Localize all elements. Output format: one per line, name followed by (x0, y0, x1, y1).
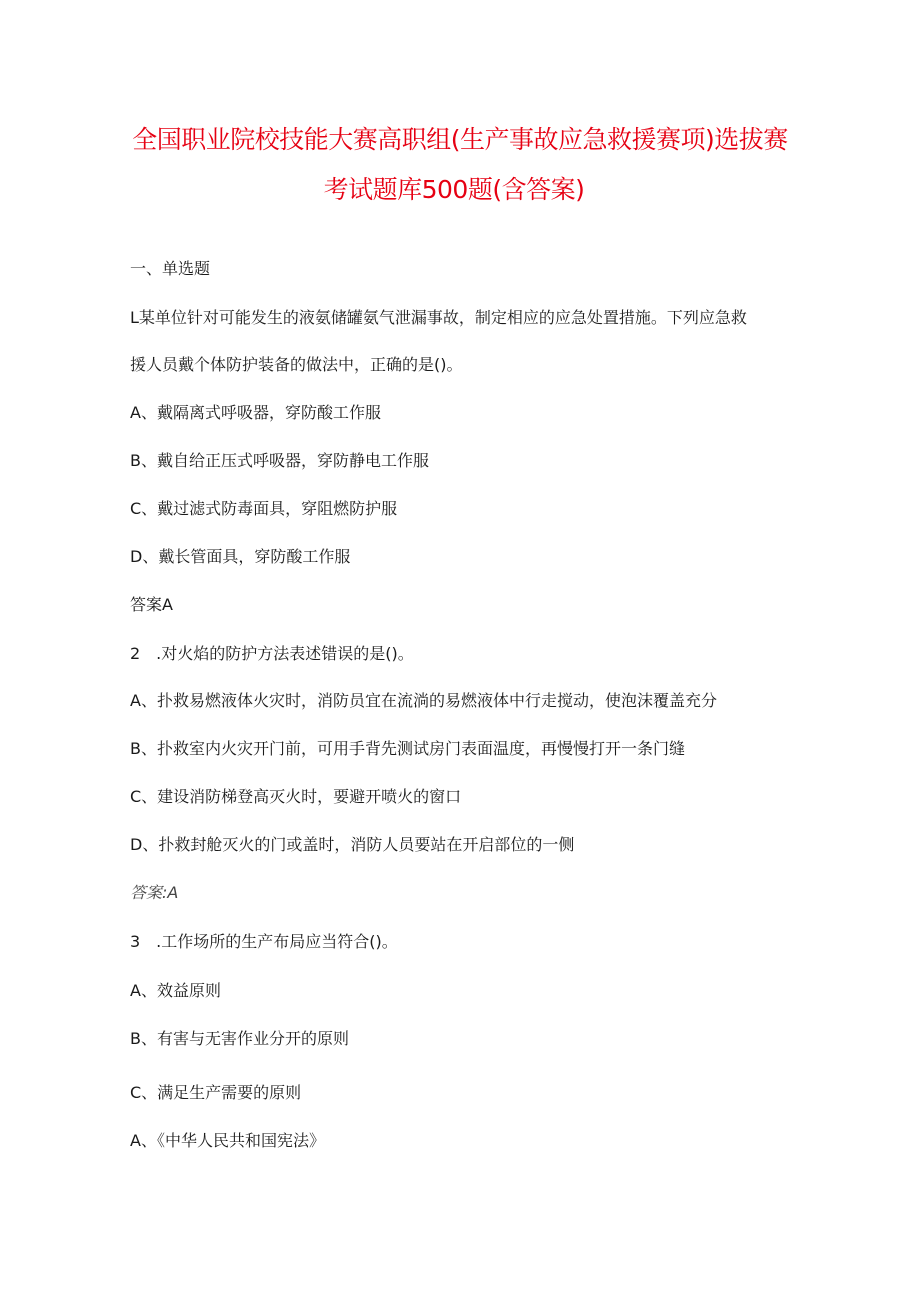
question-4-option-a: A、《中华人民共和国宪法》 (130, 1131, 325, 1150)
question-3-text: 3 .工作场所的生产布局应当符合()。 (130, 932, 398, 951)
question-2-option-d: D、扑救封舱灭火的门或盖时，消防人员要站在开启部位的一侧 (130, 835, 575, 854)
question-2-option-b: B、扑救室内火灾开门前，可用手背先测试房门表面温度，再慢慢打开一条门缝 (130, 739, 685, 758)
question-1-text-line-2: 援人员戴个体防护装备的做法中，正确的是()。 (130, 355, 463, 374)
document-title-line-1: 全国职业院校技能大赛高职组(生产事故应急救援赛项)选拔赛 (132, 125, 788, 154)
question-1-text-line-1: L某单位针对可能发生的液氨储罐氨气泄漏事故，制定相应的应急处置措施。下列应急救 (130, 308, 747, 327)
question-2-option-c: C、建设消防梯登高灭火时，要避开喷火的窗口 (130, 787, 462, 806)
question-2-option-a: A、扑救易燃液体火灾时，消防员宜在流淌的易燃液体中行走搅动，使泡沫覆盖充分 (130, 691, 717, 710)
document-title-line-2: 考试题库500题(含答案) (323, 175, 585, 204)
question-3-option-b: B、有害与无害作业分开的原则 (130, 1029, 349, 1048)
question-3-option-c: C、满足生产需要的原则 (130, 1083, 302, 1102)
question-1-option-d: D、戴长管面具，穿防酸工作服 (130, 547, 351, 566)
question-1-answer: 答案A (130, 595, 173, 614)
question-2-text: 2 .对火焰的防护方法表述错误的是()。 (130, 644, 414, 663)
question-1-option-a: A、戴隔离式呼吸器，穿防酸工作服 (130, 403, 381, 422)
section-heading: 一、单选题 (130, 259, 211, 278)
question-2-answer: 答案:A (130, 883, 179, 902)
question-1-option-b: B、戴自给正压式呼吸器，穿防静电工作服 (130, 451, 429, 470)
question-1-option-c: C、戴过滤式防毒面具，穿阻燃防护服 (130, 499, 398, 518)
question-3-option-a: A、效益原则 (130, 981, 221, 1000)
